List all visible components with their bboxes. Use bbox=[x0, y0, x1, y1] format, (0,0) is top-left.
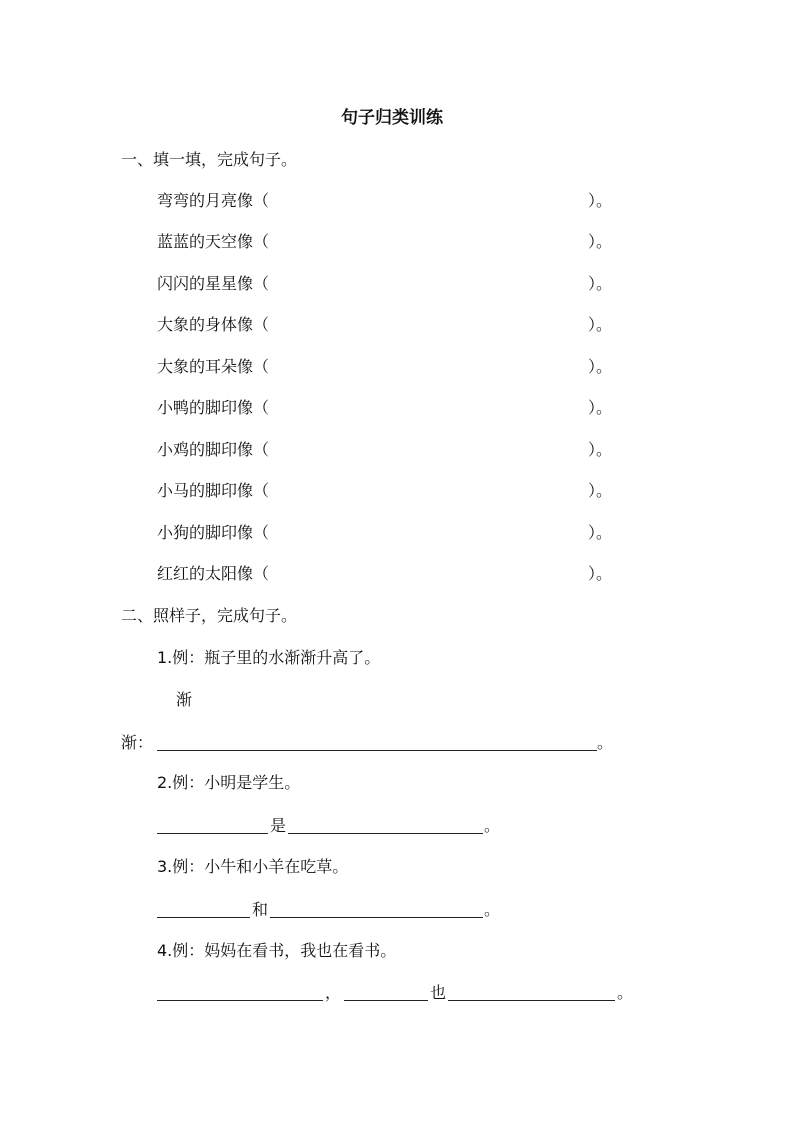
example-4-mid: 也 bbox=[430, 983, 447, 1002]
answer-blank-4c[interactable] bbox=[448, 1000, 615, 1001]
example-3-mid: 和 bbox=[252, 900, 269, 919]
fill-item-4-close: ）。 bbox=[588, 315, 613, 334]
fill-item-7: 小鸡的脚印像（ bbox=[157, 440, 270, 459]
fill-item-2-close: ）。 bbox=[588, 232, 613, 251]
fill-item-3-close: ）。 bbox=[588, 274, 613, 293]
example-3-end: 。 bbox=[484, 900, 501, 919]
section1-heading: 一、填一填，完成句子。 bbox=[121, 150, 298, 169]
example-4-comma: ， bbox=[325, 983, 342, 1002]
fill-item-5: 大象的耳朵像（ bbox=[157, 357, 270, 376]
answer-blank-2b[interactable] bbox=[288, 833, 483, 834]
fill-item-9: 小狗的脚印像（ bbox=[157, 523, 270, 542]
answer-blank-1[interactable] bbox=[157, 750, 597, 751]
example-1-end: 。 bbox=[597, 733, 614, 752]
fill-item-9-close: ）。 bbox=[588, 523, 613, 542]
fill-item-1: 弯弯的月亮像（ bbox=[157, 191, 270, 210]
example-1-word-b: 渐： bbox=[121, 733, 154, 752]
example-1-word-a: 渐 bbox=[176, 690, 193, 709]
fill-item-10-close: ）。 bbox=[588, 564, 613, 583]
fill-item-5-close: ）。 bbox=[588, 357, 613, 376]
fill-item-7-close: ）。 bbox=[588, 440, 613, 459]
example-2-mid: 是 bbox=[270, 816, 287, 835]
fill-item-8-close: ）。 bbox=[588, 481, 613, 500]
fill-item-1-close: ）。 bbox=[588, 191, 613, 210]
example-2-end: 。 bbox=[484, 816, 501, 835]
fill-item-2: 蓝蓝的天空像（ bbox=[157, 232, 270, 251]
section2-heading: 二、照样子，完成句子。 bbox=[121, 606, 298, 625]
fill-item-6: 小鸭的脚印像（ bbox=[157, 398, 270, 417]
fill-item-4: 大象的身体像（ bbox=[157, 315, 270, 334]
fill-item-3: 闪闪的星星像（ bbox=[157, 274, 270, 293]
answer-blank-3a[interactable] bbox=[157, 917, 250, 918]
answer-blank-2a[interactable] bbox=[157, 833, 268, 834]
page-title: 句子归类训练 bbox=[341, 108, 443, 128]
fill-item-10: 红红的太阳像（ bbox=[157, 564, 270, 583]
answer-blank-3b[interactable] bbox=[270, 917, 483, 918]
answer-blank-4a[interactable] bbox=[157, 1000, 323, 1001]
answer-blank-4b[interactable] bbox=[344, 1000, 428, 1001]
example-2: 2.例：小明是学生。 bbox=[157, 773, 301, 792]
example-4: 4.例：妈妈在看书，我也在看书。 bbox=[157, 941, 397, 960]
example-4-end: 。 bbox=[617, 983, 634, 1002]
fill-item-8: 小马的脚印像（ bbox=[157, 481, 270, 500]
example-3: 3.例：小牛和小羊在吃草。 bbox=[157, 857, 349, 876]
example-1: 1.例：瓶子里的水渐渐升高了。 bbox=[157, 648, 381, 667]
fill-item-6-close: ）。 bbox=[588, 398, 613, 417]
